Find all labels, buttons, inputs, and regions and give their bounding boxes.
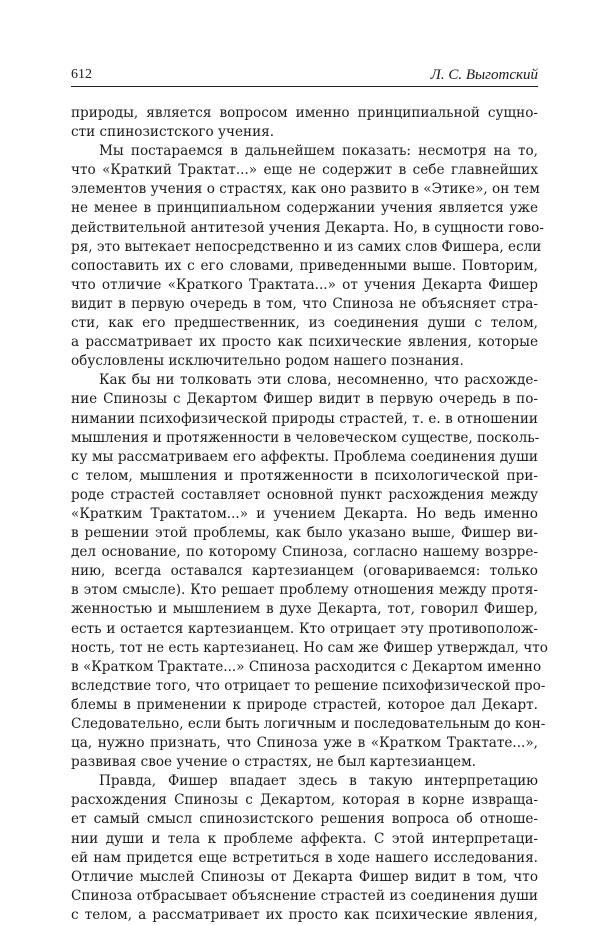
text-line: что отличие «Краткого Трактата...» от учения Декарта Фишер — [71, 276, 538, 293]
text-line: природы, является вопросом именно принципиальной сущно- — [71, 105, 538, 121]
text-line: ет самый смысл спинозистского решения вопроса об отноше- — [71, 811, 538, 828]
text-line: вследствие того, что отрицает то решение психофизической про- — [71, 677, 546, 694]
text-line: видит в первую очередь в том, что Спиноза не объясняет стра- — [71, 295, 538, 312]
text-line: ря, это вытекает непосредственно и из самих слов Фишера, если — [71, 238, 542, 255]
text-line: Как бы ни толковать эти слова, несомненно, что расхожде- — [99, 372, 538, 389]
text-line: сти спинозистского учения. — [71, 124, 275, 141]
text-line: сопоставить их с его словами, приведенными выше. Повторим, — [71, 257, 538, 274]
text-line: роде страстей составляет основной пункт расхождения между — [71, 486, 538, 503]
text-line: нию, всегда оставался картезианцем (оговариваемся: только — [71, 563, 538, 580]
text-line: «Кратким Трактатом...» и учением Декарта. Но ведь именно — [71, 505, 538, 522]
text-line: ку мы рассматриваем его аффекты. Проблема соединения души — [71, 448, 538, 465]
text-line: есть и остается картезианцем. Кто отрицает эту противополож- — [71, 620, 538, 637]
text-line: дел основание, по которому Спиноза, согласно нашему возрре- — [71, 544, 538, 561]
text-line: ца, нужно признать, что Спиноза уже в «Кратком Трактате...», — [71, 735, 538, 752]
text-line: с телом, а рассматривает их просто как психические явления, — [71, 906, 538, 923]
text-line: ние Спинозы с Декартом Фишер видит в первую очередь в по- — [71, 391, 538, 408]
text-line: мышления и протяженности в человеческом существе, посколь- — [71, 429, 540, 446]
paragraph — [71, 104, 538, 142]
text-line: нии души и тела к проблеме аффекта. С этой интерпретаци- — [71, 830, 538, 847]
text-line: Спиноза отбрасывает объяснение страстей из соединения души — [71, 887, 538, 904]
text-line: блемы в применении к природе страстей, которое дал Декарт. — [71, 696, 538, 713]
paragraph — [71, 142, 544, 371]
body-text — [71, 104, 548, 925]
page-header — [71, 66, 538, 87]
text-line: Правда, Фишер впадает здесь в такую интерпретацию — [99, 773, 538, 790]
running-head-author: Л. С. Выготский — [430, 67, 538, 83]
text-line: женностью и мышлением в духе Декарта, тот, говорил Фишер, — [71, 601, 538, 618]
text-line: в решении этой проблемы, как было указано выше, Фишер ви- — [71, 525, 538, 542]
text-line: обусловлены исключительно родом нашего познания. — [71, 353, 464, 370]
text-line: с телом, мышления и протяженности в психологической при- — [71, 467, 538, 484]
text-line: расхождения Спинозы с Декартом, которая в корне извраща- — [71, 792, 538, 809]
paragraph — [71, 371, 548, 772]
text-line: ей нам придется еще встретиться в ходе нашего исследования. — [71, 849, 538, 866]
text-line: сти, как его предшественник, из соединения души с телом, — [71, 315, 538, 332]
text-line: в «Кратком Трактате...» Спиноза расходится с Декартом именно — [71, 658, 542, 675]
text-line: развивая свое учение о страстях, не был картезианцем. — [71, 754, 476, 771]
text-line: Отличие мыслей Спинозы от Декарта Фишер видит в том, что — [71, 868, 538, 885]
text-line: нимании психофизической природы страстей, т. е. в отношении — [71, 410, 538, 427]
text-line: в этом смысле). Кто решает проблему отношения между протя- — [71, 582, 538, 599]
text-line: что «Краткий Трактат...» еще не содержит в себе главнейших — [71, 162, 538, 179]
text-line: элементов учения о страстях, как оно развито в «Этике», он тем — [71, 181, 540, 198]
text-line: ность, тот не есть картезианец. Но сам же Фишер утверждал, что — [71, 639, 548, 656]
text-line: действительной антитезой учения Декарта. Но, в сущности гово- — [71, 219, 544, 236]
page-number: 612 — [71, 67, 92, 82]
text-line: не менее в принципиальном содержании учения является уже — [71, 200, 538, 217]
text-line: Мы постараемся в дальнейшем показать: несмотря на то, — [99, 143, 538, 160]
text-line: Следовательно, если быть логичным и последовательным до кон- — [71, 716, 546, 732]
text-line: а рассматривает их просто как психические явления, которые — [71, 334, 538, 351]
